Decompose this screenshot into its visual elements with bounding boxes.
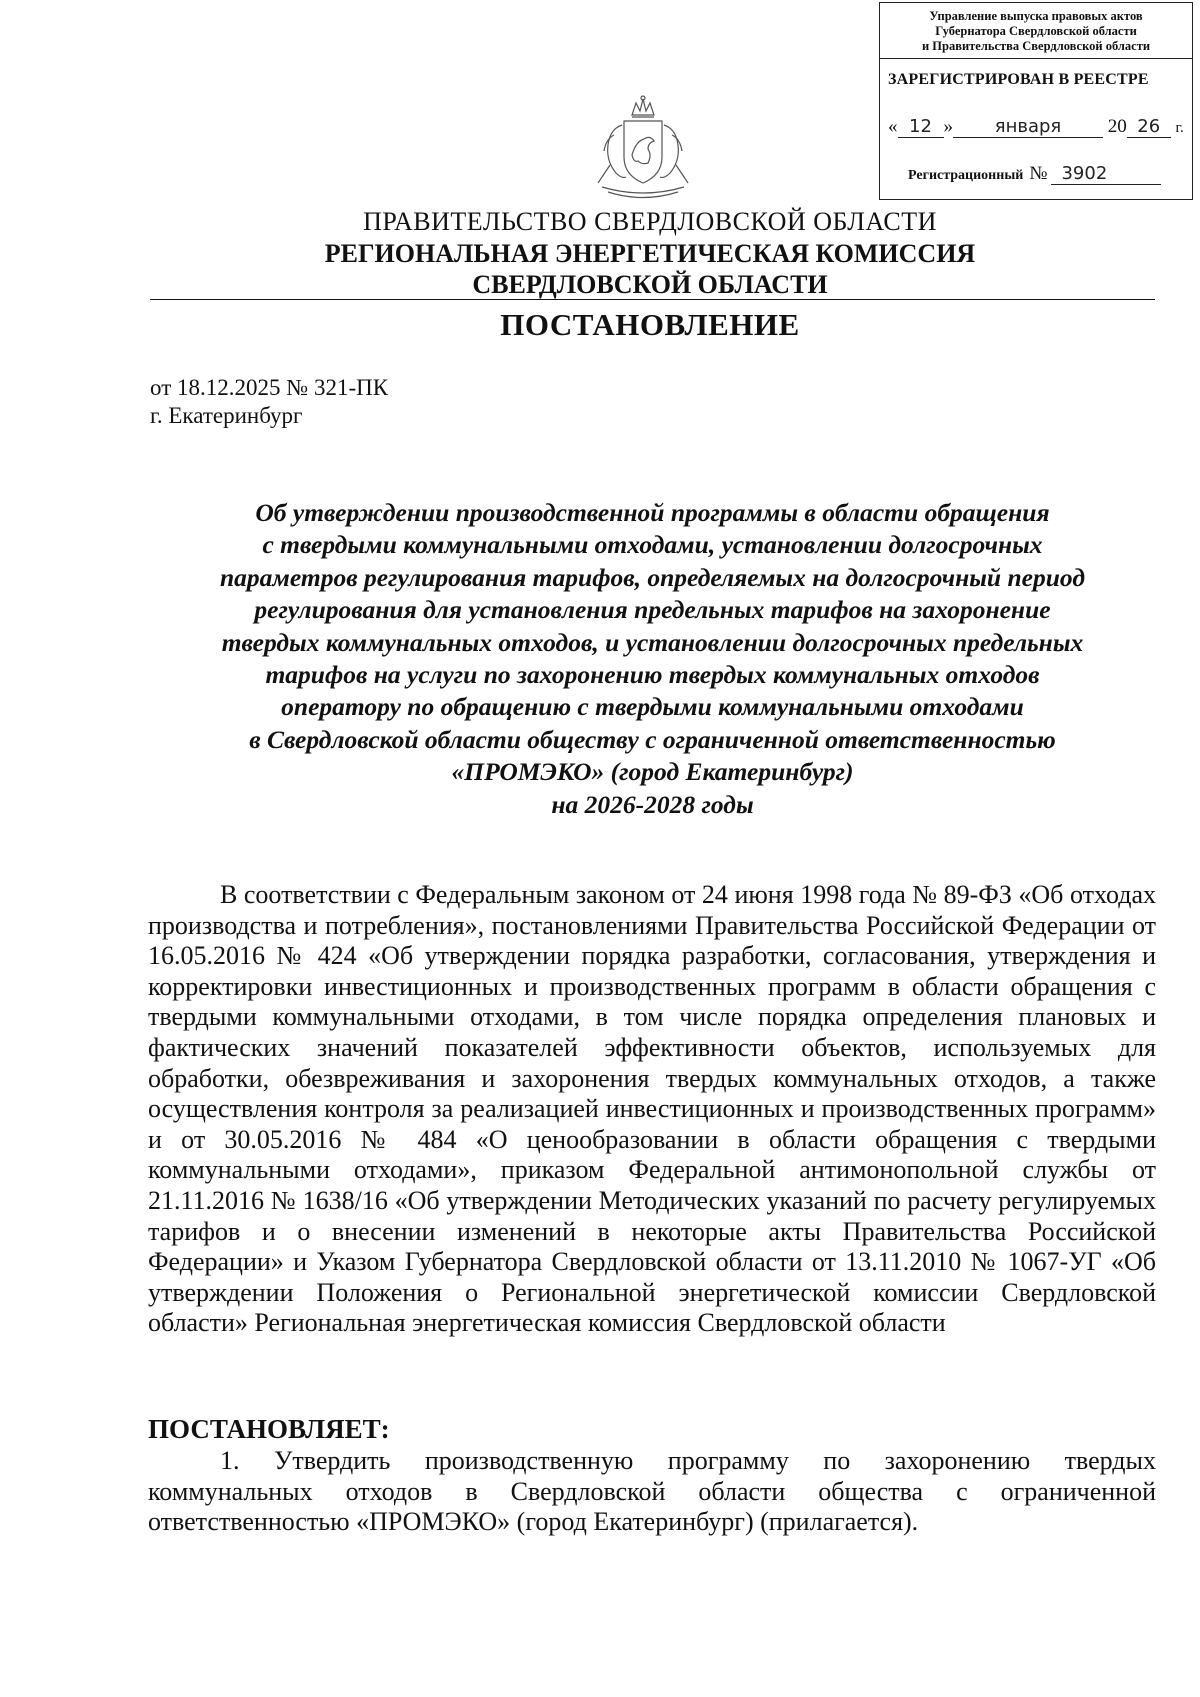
document-city: г. Екатеринбург: [150, 403, 303, 428]
title-line: тарифов на услуги по захоронению твердых коммунальных отходов: [265, 660, 1040, 690]
stamp-header: [880, 3, 1192, 59]
stamp-header-line: Управление выпуска правовых актов: [929, 9, 1143, 23]
title-line: в Свердловской области обществу с ограниченной ответственностью: [249, 724, 1056, 754]
preamble-paragraph: В соответствии с Федеральным законом от 24 июня 1998 года № 89-ФЗ «Об отходах производства и потребления», постановлениями Правительства Российской Федерации от 16.05.2016 № 424 «Об утверждении порядка разработки, согласования, утверждения и корректировки инвестиционных и производственных программ в области обращения с твердыми коммунальными отходами, в том числе порядка определения плановых и фактических значений показателей эффективности объектов, используемых для обработки, обезвреживания и захоронения твердых коммунальных отходов, а также осуществления контроля за реализацией инвестиционных и производственных программ» и от 30.05.2016 № 484 «О ценообразовании в области обращения с твердыми коммунальными отходами», приказом Федеральной антимонопольной службы от 21.11.2016 № 1638/16 «Об утверждении Методических указаний по расчету регулируемых тарифов и о внесении изменений в некоторые акты Правительства Российской Федерации» и Указом Губернатора Свердловской области от 13.11.2010 № 1067-УГ «Об утверждении Положения о Региональной энергетической комиссии Свердловской области» Региональная энергетическая комиссия Свердловской области: [148, 880, 1156, 1338]
stamp-month: января: [953, 116, 1103, 138]
title-line: твердых коммунальных отходов, и установлении долгосрочных предельных: [221, 627, 1084, 657]
header-divider: [150, 299, 1155, 300]
commission-name-line2: СВЕРДЛОВСКОЙ ОБЛАСТИ: [472, 270, 828, 299]
title-line: оператору по обращению с твердыми коммунальными отходами: [281, 692, 1024, 722]
stamp-year-suffix: 26: [1127, 116, 1171, 138]
stamp-year-abbr: г.: [1175, 120, 1184, 136]
title-line: Об утверждении производственной программы в области обращения: [255, 498, 1050, 527]
stamp-header-line: и Правительства Свердловской области: [921, 39, 1151, 53]
document-title: [150, 497, 1155, 821]
stamp-year-prefix: 20: [1107, 116, 1127, 137]
coat-of-arms-icon: [588, 95, 698, 200]
stamp-reg-label: Регистрационный: [908, 168, 1024, 183]
stamp-reg-number: 3902: [1051, 163, 1161, 185]
stamp-close-quote: »: [943, 116, 953, 137]
resolves-heading: ПОСТАНОВЛЯЕТ:: [148, 1414, 390, 1444]
item-1-paragraph: 1. Утвердить производственную программу по захоронению твердых коммунальных отходов в Свердловской области общества с ограниченной ответственностью «ПРОМЭКО» (город Екатеринбург) (прилагается).: [148, 1446, 1156, 1537]
title-line: регулирования для установления предельных тарифов на захоронение: [254, 595, 1051, 625]
title-line: на 2026-2028 годы: [551, 789, 754, 819]
title-line: «ПРОМЭКО» (город Екатеринбург): [451, 757, 854, 787]
stamp-open-quote: «: [888, 116, 898, 137]
government-name: ПРАВИТЕЛЬСТВО СВЕРДЛОВСКОЙ ОБЛАСТИ: [363, 207, 937, 236]
registration-stamp: [879, 2, 1193, 200]
document-date-number: от 18.12.2025 № 321-ПК: [150, 375, 389, 400]
stamp-date: [888, 116, 1184, 138]
commission-name-line1: РЕГИОНАЛЬНАЯ ЭНЕРГЕТИЧЕСКАЯ КОМИССИЯ: [324, 239, 976, 268]
stamp-registration-number: [908, 163, 1161, 185]
stamp-number-sign: №: [1029, 163, 1048, 184]
title-line: параметров регулирования тарифов, определяемых на долгосрочный период: [220, 562, 1085, 592]
stamp-day: 12: [898, 116, 944, 138]
title-line: с твердыми коммунальными отходами, установлении долгосрочных: [262, 530, 1043, 560]
document-type: ПОСТАНОВЛЕНИЕ: [500, 307, 800, 342]
stamp-registered-label: ЗАРЕГИСТРИРОВАН В РЕЕСТРЕ: [888, 71, 1149, 88]
stamp-header-line: Губернатора Свердловской области: [935, 24, 1137, 38]
